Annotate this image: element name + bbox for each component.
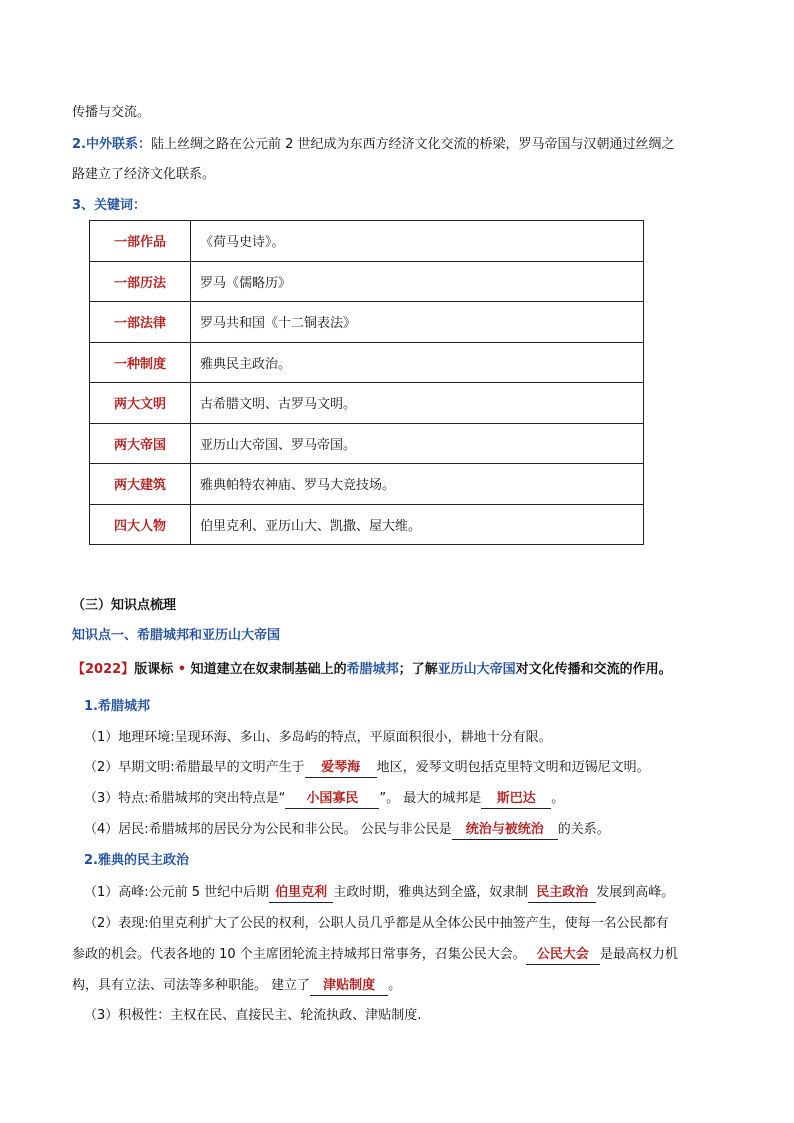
table-row — [90, 342, 644, 383]
fill-blank: 伯里克利 — [269, 884, 333, 903]
keyword-cell: 两大文明 — [90, 383, 191, 424]
item-2-text: 陆上丝绸之路在公元前 2 世纪成为东西方经济文化交流的桥梁，罗马帝国与汉朝通过丝绸之 — [151, 137, 675, 152]
table-row — [90, 221, 644, 262]
text: （2）早期文明:希腊最早的文明产生于 — [84, 760, 305, 775]
sub-1-p2 — [84, 758, 650, 778]
text: 主政时期，雅典达到全盛，奴隶制 — [333, 885, 529, 900]
fill-blank: 小国寡民 — [285, 790, 379, 809]
item-2-line-1 — [72, 135, 675, 155]
fill-blank: 斯巴达 — [481, 790, 551, 809]
table-row — [90, 261, 644, 302]
paragraph-continuation: 传播与交流。 — [72, 105, 151, 120]
text: 参政的机会。代表各地的 10 个主席团轮流主持城邦日常事务，召集公民大会。 — [72, 947, 526, 962]
text: 地区，爱琴文明包括克里特文明和迈锡尼文明。 — [376, 760, 650, 775]
table-row — [90, 302, 644, 343]
text: （1）高峰:公元前 5 世纪中后期 — [84, 885, 270, 900]
sub-2-p2-line-1: （2）表现:伯里克利扩大了公民的权利，公职人员几乎都是从全体公民中抽签产生，使每一名公民都有 — [84, 916, 669, 931]
sub-1-title: 1.希腊城邦 — [84, 699, 150, 714]
sub-2-p2-line-3 — [72, 976, 401, 996]
text: 是最高权力机 — [599, 947, 678, 962]
standard-highlight-2: 亚历山大帝国 — [437, 662, 516, 677]
sub-2-p3: （3）积极性：主权在民、直接民主、轮流执政、津贴制度. — [84, 1008, 422, 1023]
standard-text-3: 对文化传播和交流的作用。 — [515, 662, 672, 677]
table-row — [90, 464, 644, 505]
fill-blank: 统治与被统治 — [452, 821, 558, 840]
description-cell: 罗马《儒略历》 — [191, 261, 644, 302]
sub-1-p1: （1）地理环境:呈现环海、多山、多岛屿的特点，平原面积很小，耕地十分有限。 — [84, 730, 552, 745]
text: 。 — [388, 978, 402, 993]
fill-blank: 民主政治 — [528, 884, 596, 903]
keyword-cell: 一部历法 — [90, 261, 191, 302]
text: （3）特点:希腊城邦的突出特点是“ — [84, 791, 286, 806]
item-2-line-2: 路建立了经济文化联系。 — [72, 167, 216, 182]
bullet-icon: • — [177, 662, 187, 677]
description-cell: 《荷马史诗》。 — [191, 221, 644, 262]
table-row — [90, 423, 644, 464]
keyword-cell: 两大帝国 — [90, 423, 191, 464]
keyword-cell: 一部法律 — [90, 302, 191, 343]
sub-2-p2-line-2 — [72, 945, 678, 965]
description-cell: 伯里克利、亚历山大、凯撒、屋大维。 — [191, 504, 644, 545]
description-cell: 古希腊文明、古罗马文明。 — [191, 383, 644, 424]
section-3-title: （三）知识点梳理 — [72, 598, 177, 613]
sub-2-title: 2.雅典的民主政治 — [84, 853, 189, 868]
keyword-cell: 四大人物 — [90, 504, 191, 545]
description-cell: 雅典民主政治。 — [191, 342, 644, 383]
description-cell: 亚历山大帝国、罗马帝国。 — [191, 423, 644, 464]
keyword-cell: 两大建筑 — [90, 464, 191, 505]
table-row — [90, 504, 644, 545]
text: 。 — [551, 791, 565, 806]
fill-blank: 津贴制度 — [310, 977, 388, 996]
sub-1-p3 — [84, 789, 564, 809]
keywords-table — [89, 220, 644, 545]
standard-text-1: 知道建立在奴隶制基础上的 — [190, 662, 347, 677]
text: 发展到高峰。 — [596, 885, 675, 900]
text: 构，具有立法、司法等多种职能。 建立了 — [72, 978, 311, 993]
description-cell: 雅典帕特农神庙、罗马大竞技场。 — [191, 464, 644, 505]
item-3-label: 3、关键词： — [72, 198, 147, 213]
standard-tag: 【2022】 — [72, 662, 135, 677]
standard-text-2: ；了解 — [398, 662, 438, 677]
sub-2-p1 — [84, 883, 674, 903]
standard-highlight-1: 希腊城邦 — [346, 662, 399, 677]
standard-tag-suffix: 版课标 — [134, 662, 174, 677]
text: 的关系。 — [557, 822, 610, 837]
keyword-cell: 一部作品 — [90, 221, 191, 262]
item-2-number: 2. — [72, 137, 86, 152]
text: （4）居民:希腊城邦的居民分为公民和非公民。 公民与非公民是 — [84, 822, 452, 837]
item-2-label: 中外联系： — [85, 137, 151, 152]
fill-blank: 公民大会 — [526, 946, 600, 965]
fill-blank: 爱琴海 — [305, 759, 377, 778]
knowledge-point-1-title: 知识点一、希腊城邦和亚历山大帝国 — [72, 628, 281, 643]
text: ”。 最大的城邦是 — [379, 791, 482, 806]
table-row — [90, 383, 644, 424]
sub-1-p4 — [84, 820, 610, 840]
description-cell: 罗马共和国《十二铜表法》 — [191, 302, 644, 343]
keyword-cell: 一种制度 — [90, 342, 191, 383]
curriculum-standard — [72, 660, 672, 680]
